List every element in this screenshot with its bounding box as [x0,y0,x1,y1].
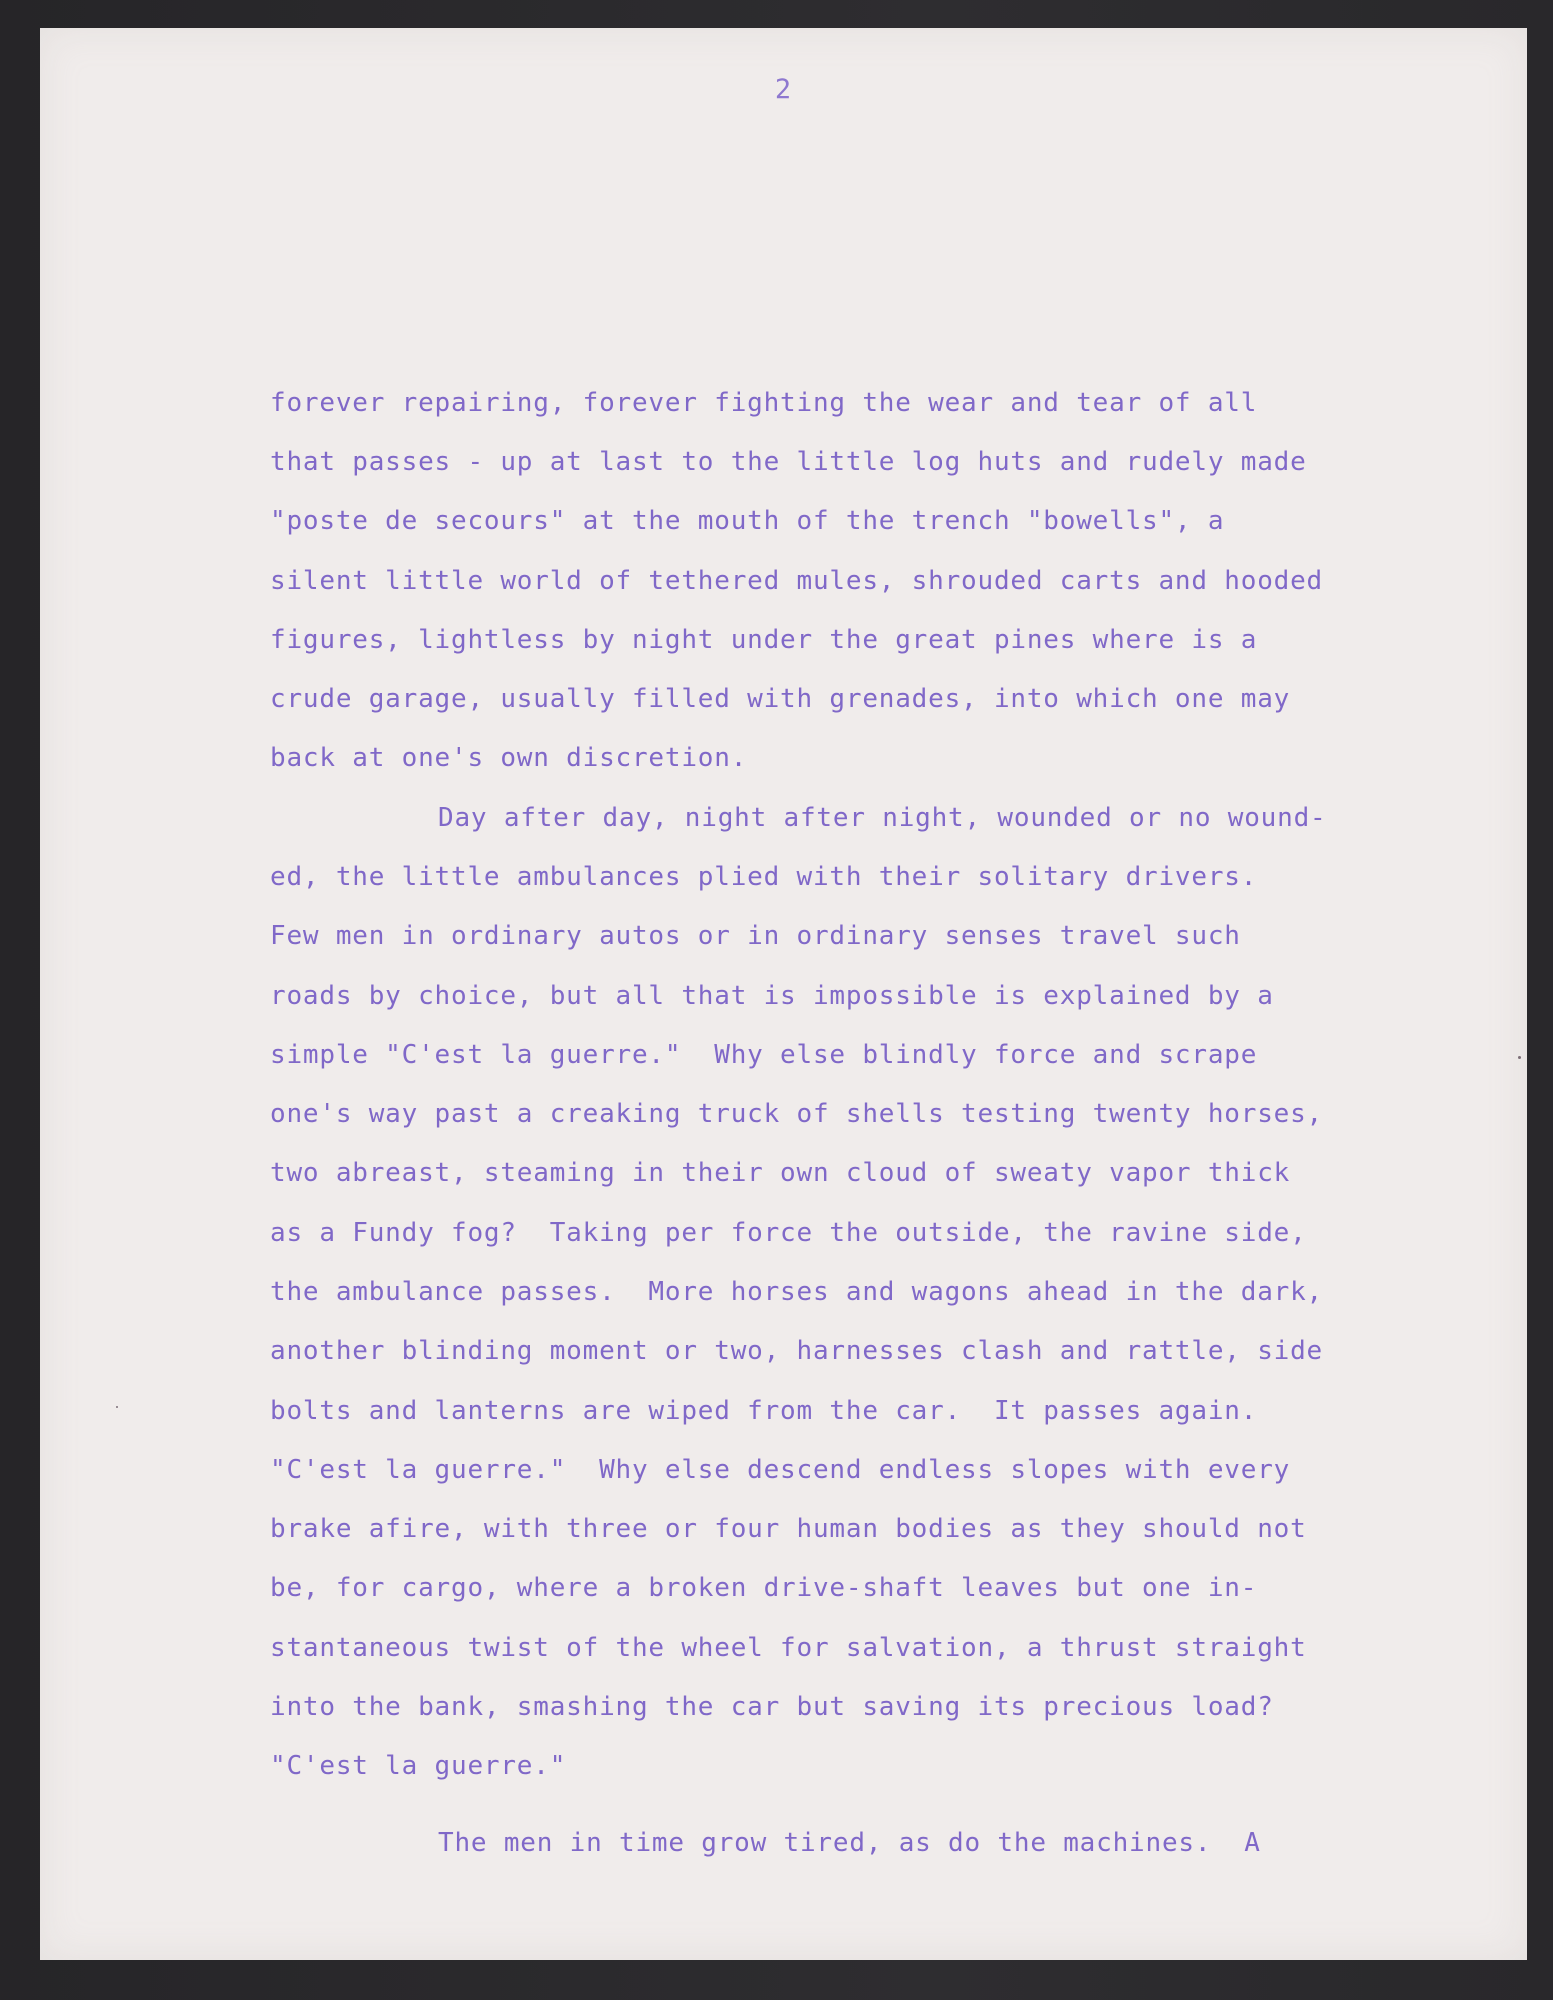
page-number: 2 [774,74,793,105]
text-line: brake afire, with three or four human bodies as they should not [270,1514,1307,1544]
text-line: silent little world of tethered mules, shrouded carts and hooded [270,566,1324,596]
paper-speck [1518,1056,1521,1059]
text-line: ed, the little ambulances plied with their solitary drivers. [270,862,1258,892]
text-line: two abreast, steaming in their own cloud of sweaty vapor thick [270,1158,1291,1188]
text-line: that passes - up at last to the little log huts and rudely made [270,447,1307,477]
text-line: figures, lightless by night under the great pines where is a [270,625,1258,655]
text-line: "C'est la guerre." Why else descend endless slopes with every [270,1455,1291,1485]
typed-page [40,28,1527,1960]
text-line: one's way past a creaking truck of shells testing twenty horses, [270,1099,1324,1129]
paper-speck [116,1406,118,1408]
text-line: forever repairing, forever fighting the wear and tear of all [270,388,1258,418]
text-line: Few men in ordinary autos or in ordinary senses travel such [270,921,1241,951]
text-line: Day after day, night after night, wounded or no wound- [438,803,1327,833]
text-line: back at one's own discretion. [270,743,748,773]
text-line: crude garage, usually filled with grenades, into which one may [270,684,1291,714]
text-line: simple "C'est la guerre." Why else blindly force and scrape [270,1040,1258,1070]
text-line: roads by choice, but all that is impossible is explained by a [270,981,1274,1011]
text-line: "C'est la guerre." [270,1751,567,1781]
text-line: stantaneous twist of the wheel for salvation, a thrust straight [270,1633,1307,1663]
text-line: the ambulance passes. More horses and wagons ahead in the dark, [270,1277,1324,1307]
text-line: into the bank, smashing the car but saving its precious load? [270,1692,1274,1722]
text-line: The men in time grow tired, as do the machines. A [438,1828,1261,1858]
text-line: "poste de secours" at the mouth of the trench "bowells", a [270,506,1225,536]
text-line: be, for cargo, where a broken drive-shaft leaves but one in- [270,1573,1258,1603]
text-line: another blinding moment or two, harnesses clash and rattle, side [270,1336,1324,1366]
text-line: as a Fundy fog? Taking per force the outside, the ravine side, [270,1218,1307,1248]
text-line: bolts and lanterns are wiped from the car. It passes again. [270,1396,1258,1426]
